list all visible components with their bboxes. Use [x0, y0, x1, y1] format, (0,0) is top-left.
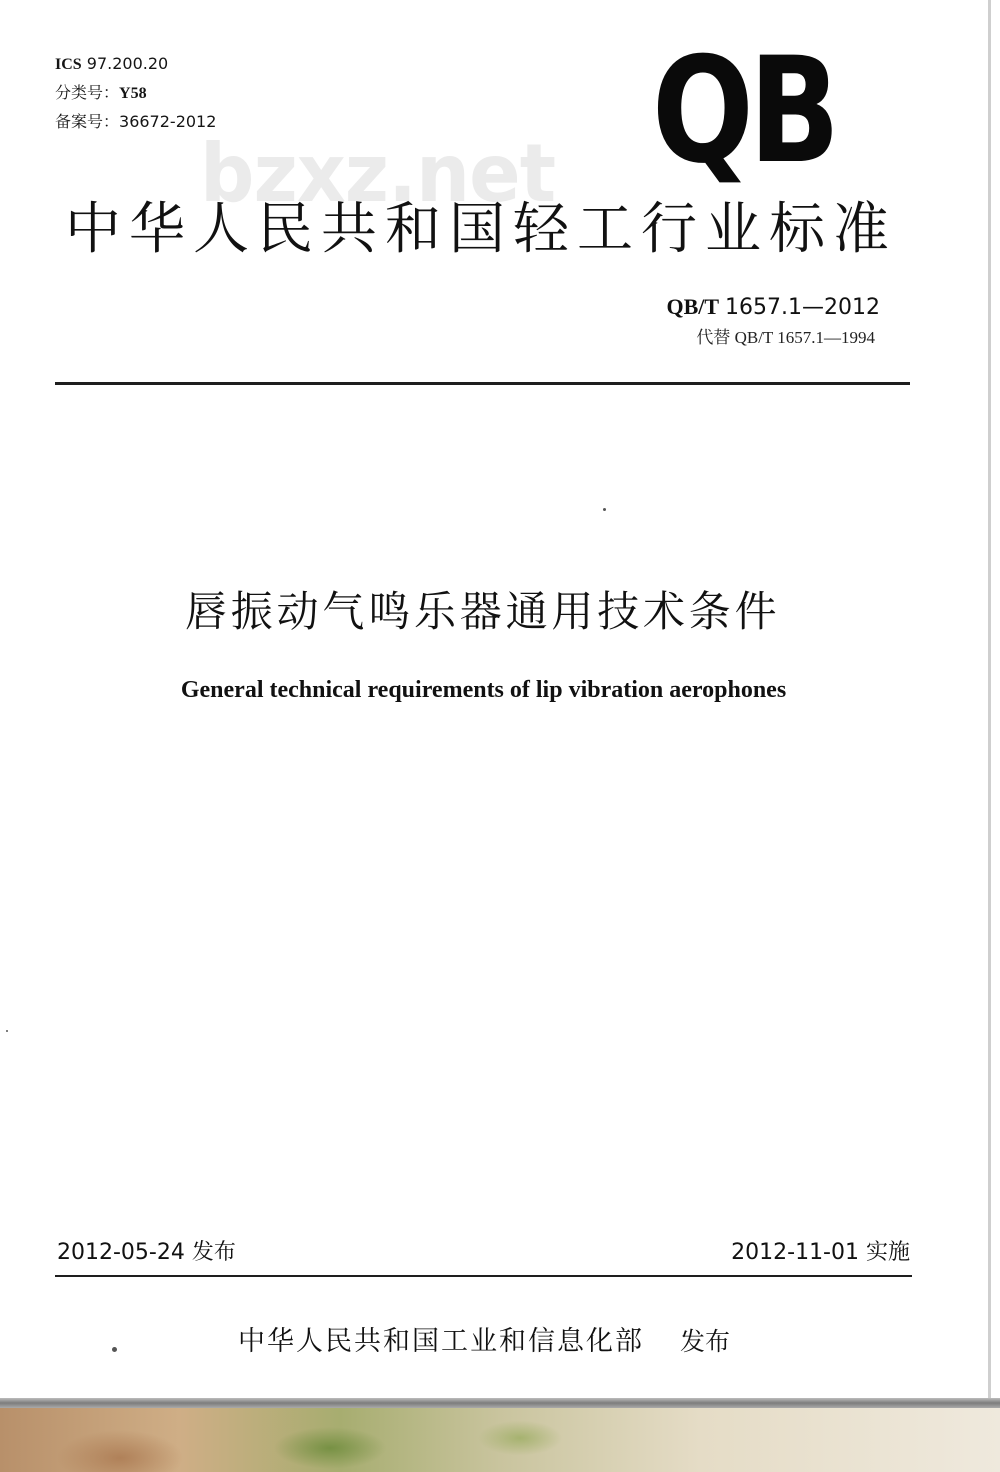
ics-label: ICS — [55, 56, 82, 73]
implement-date: 2012-11-01 实施 — [731, 1240, 910, 1265]
classification-label: 分类号： — [55, 83, 120, 102]
page-bottom-shadow — [0, 1398, 1000, 1408]
publisher-action: 发布 — [680, 1327, 731, 1356]
top-divider — [55, 382, 910, 385]
issue-date: 2012-05-24 发布 — [57, 1240, 236, 1265]
standard-category-title: 中华人民共和国轻工行业标准 — [65, 197, 897, 262]
ics-line — [55, 50, 216, 79]
standard-number — [666, 292, 880, 323]
qb-logo: QB — [652, 26, 836, 196]
document-title-en: General technical requirements of lip vibration aerophones — [180, 677, 787, 703]
record-label: 备案号： — [55, 112, 120, 131]
page-right-edge — [988, 0, 991, 1398]
standard-number-value: 1657.1—2012 — [725, 295, 880, 320]
classification-block — [55, 50, 216, 136]
replaces-standard: 代替 QB/T 1657.1—1994 — [696, 328, 875, 347]
classification-value: Y58 — [119, 85, 147, 102]
bottom-divider — [55, 1275, 912, 1277]
scan-speck — [6, 1030, 8, 1032]
record-value: 36672-2012 — [119, 112, 217, 131]
record-line — [55, 108, 216, 136]
background-photo-strip — [0, 1408, 1000, 1472]
scan-speck — [112, 1347, 117, 1352]
watermark: bzxz.net — [200, 127, 556, 220]
scan-speck — [603, 508, 606, 511]
classification-line — [55, 79, 216, 108]
publisher-name: 中华人民共和国工业和信息化部 — [238, 1326, 644, 1357]
ics-value: 97.200.20 — [86, 54, 169, 73]
standard-code: QB/T — [666, 294, 720, 319]
document-title-cn: 唇振动气鸣乐器通用技术条件 — [185, 587, 781, 636]
